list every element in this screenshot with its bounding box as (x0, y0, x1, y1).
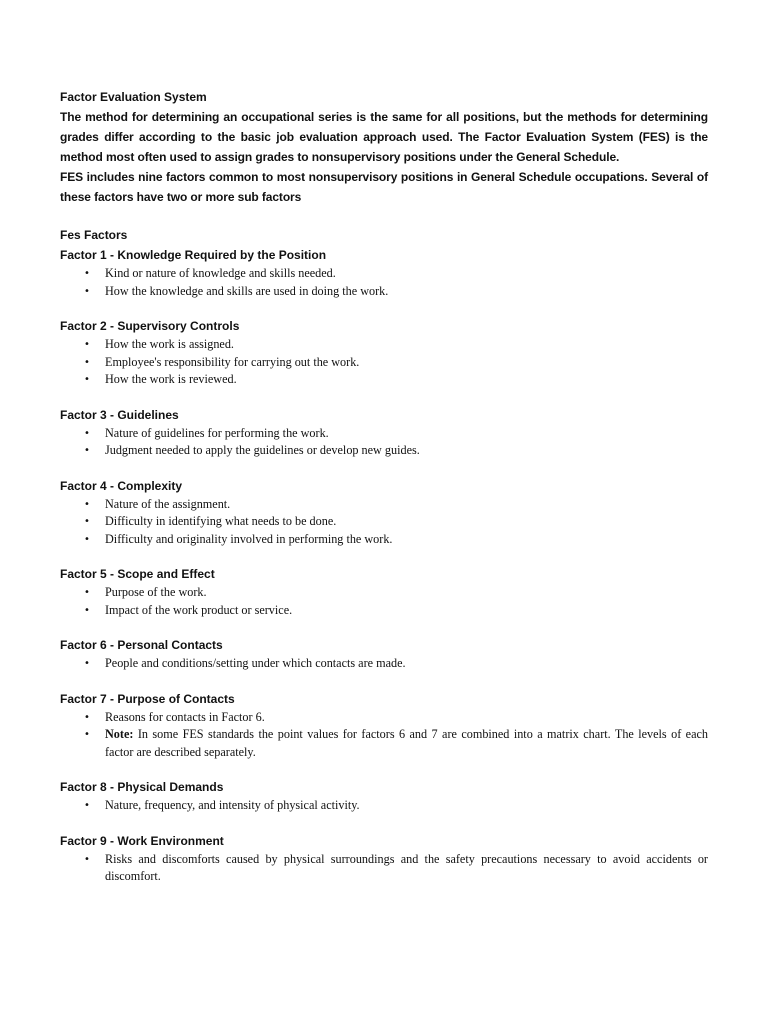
bullet-list (60, 709, 708, 762)
list-item (60, 265, 708, 283)
factor-title: Factor 5 - Scope and Effect (60, 567, 215, 581)
bullet-list (60, 425, 708, 460)
bullet-icon: • (84, 427, 90, 439)
list-item-text: Judgment needed to apply the guidelines or develop new guides. (105, 443, 420, 457)
list-item (60, 513, 708, 531)
list-item-text: Purpose of the work. (105, 585, 207, 599)
bullet-icon: • (84, 533, 90, 545)
document-title: Factor Evaluation System (60, 90, 207, 104)
list-item (60, 336, 708, 354)
factor-section (60, 635, 708, 673)
section-heading: Fes Factors (60, 228, 128, 242)
factor-section (60, 831, 708, 886)
bullet-icon: • (84, 516, 90, 527)
intro-paragraph: FES includes nine factors common to most nonsupervisory positions in General Schedule occupations. Several of these factors have two or more sub factors (60, 170, 708, 204)
list-item-text: Difficulty and originality involved in performing the work. (105, 531, 393, 546)
bullet-list (60, 655, 708, 673)
list-item (60, 283, 708, 301)
factor-section (60, 689, 708, 762)
bullet-icon: • (84, 445, 90, 456)
bullet-icon: • (84, 853, 90, 865)
list-item (60, 371, 708, 389)
note-label: Note: (105, 727, 134, 741)
list-item (60, 602, 708, 620)
list-item-note (60, 726, 708, 761)
factor-section (60, 405, 708, 460)
bullet-icon: • (84, 339, 90, 350)
bullet-icon: • (84, 498, 90, 510)
factor-section (60, 245, 708, 300)
factor-title: Factor 8 - Physical Demands (60, 780, 224, 794)
list-item (60, 531, 708, 549)
bullet-icon: • (84, 356, 90, 368)
bullet-list (60, 496, 708, 549)
bullet-icon: • (84, 658, 90, 669)
list-item-text: How the work is assigned. (105, 337, 234, 351)
factor-title: Factor 3 - Guidelines (60, 407, 179, 422)
list-item-text: Nature, frequency, and intensity of physical activity. (105, 798, 360, 812)
factor-section (60, 476, 708, 549)
bullet-icon: • (84, 729, 90, 740)
factor-title: Factor 9 - Work Environment (60, 833, 224, 848)
bullet-list (60, 336, 708, 389)
factor-title: Factor 4 - Complexity (60, 478, 183, 493)
factor-section (60, 316, 708, 389)
list-item-text: Nature of the assignment. (105, 496, 231, 511)
factor-section (60, 564, 708, 619)
list-item-text: Difficulty in identifying what needs to be done. (105, 514, 337, 528)
bullet-icon: • (84, 285, 90, 297)
bullet-list (60, 265, 708, 300)
factor-section (60, 777, 708, 815)
list-item (60, 584, 708, 602)
factor-title: Factor 1 - Knowledge Required by the Position (60, 248, 327, 262)
list-item (60, 655, 708, 673)
bullet-icon: • (84, 268, 90, 279)
factor-title: Factor 6 - Personal Contacts (60, 638, 223, 652)
bullet-icon: • (84, 587, 90, 598)
list-item-text: Risks and discomforts caused by physical surroundings and the safety precautions necessary to avoid accidents or discomfort. (105, 851, 708, 883)
list-item (60, 354, 708, 372)
bullet-icon: • (84, 604, 90, 616)
list-item (60, 496, 708, 514)
bullet-list (60, 797, 708, 815)
list-item-text: How the knowledge and skills are used in doing the work. (105, 283, 389, 298)
list-item-text: Reasons for contacts in Factor 6. (105, 709, 265, 724)
factor-title: Factor 7 - Purpose of Contacts (60, 691, 235, 706)
list-item (60, 797, 708, 815)
list-item (60, 442, 708, 460)
list-item-text: Kind or nature of knowledge and skills needed. (105, 266, 336, 280)
list-item-text: Nature of guidelines for performing the work. (105, 425, 329, 440)
factor-title: Factor 2 - Supervisory Controls (60, 319, 240, 333)
list-item-text: Employee's responsibility for carrying out the work. (105, 354, 360, 369)
bullet-icon: • (84, 800, 90, 811)
list-item-text: How the work is reviewed. (105, 372, 237, 386)
document-page (60, 87, 708, 886)
list-item-text: Impact of the work product or service. (105, 602, 293, 617)
bullet-list (60, 851, 708, 886)
bullet-icon: • (84, 374, 90, 385)
bullet-icon: • (84, 711, 90, 723)
list-item-text: People and conditions/setting under which contacts are made. (105, 656, 406, 670)
note-text: In some FES standards the point values for factors 6 and 7 are combined into a matrix chart. The levels of each factor are described separately. (105, 727, 708, 759)
list-item (60, 425, 708, 443)
list-item (60, 709, 708, 727)
bullet-list (60, 584, 708, 619)
intro-paragraph: The method for determining an occupational series is the same for all positions, but the methods for determining grades differ according to the basic job evaluation approach used. The Factor Evaluation System (FES) is the method most often used to assign grades to nonsupervisory positions under the General Schedule. (60, 110, 708, 164)
list-item (60, 851, 708, 886)
